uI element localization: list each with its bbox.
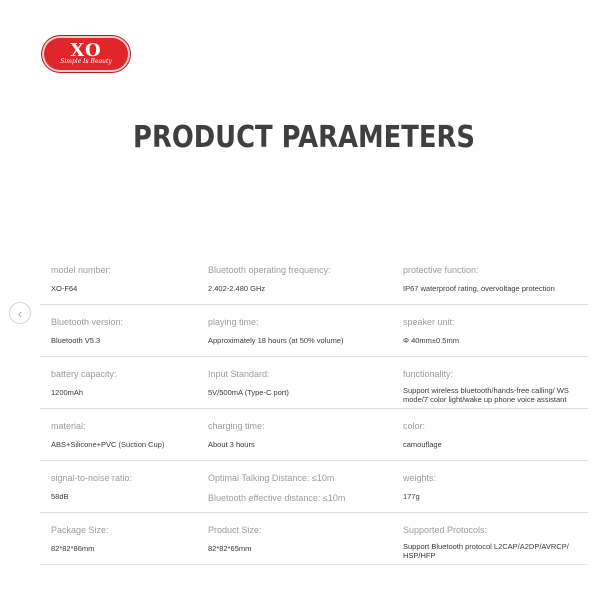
logo-text: XO [70, 40, 102, 61]
page-title: PRODUCT PARAMETERS [133, 120, 475, 155]
param-label: protective function: [403, 265, 479, 275]
param-value: Support Bluetooth protocol L2CAP/A2DP/AVRCP/ HSP/HFP [403, 542, 569, 560]
logo-tagline: Simple Is Beauty [60, 58, 112, 65]
param-value: 82*82*65mm [208, 544, 252, 553]
table-row [40, 305, 588, 357]
previous-button[interactable] [9, 302, 31, 324]
param-label: battery capacity: [51, 369, 117, 379]
param-label: functionality: [403, 369, 454, 379]
param-value: camouflage [403, 440, 442, 449]
param-label: speaker unit: [403, 317, 455, 327]
param-label: Product Size: [208, 525, 262, 535]
param-label: Bluetooth operating frequency: [208, 265, 331, 275]
param-value: 58dB [51, 492, 69, 501]
table-row [40, 513, 588, 565]
param-value: Bluetooth V5.3 [51, 336, 101, 345]
param-label: Bluetooth version: [51, 317, 124, 327]
param-label: playing time: [208, 317, 259, 327]
param-label: model number: [51, 265, 112, 275]
param-label: Package Size: [51, 525, 109, 535]
param-label: Input Standard: [208, 369, 270, 379]
param-label: color: [403, 421, 426, 431]
param-label: weights: [403, 473, 437, 483]
param-value: 2.402-2.480 GHz [208, 284, 266, 293]
param-value: IP67 waterproof rating, overvoltage protection [403, 284, 555, 293]
table-row [40, 357, 588, 409]
param-label-secondary: Bluetooth effective distance: ≤10m [208, 493, 346, 503]
param-label: Optimal Talking Distance: ≤10m [208, 473, 335, 483]
table-row [40, 461, 588, 513]
param-value: Support wireless bluetooth/hands-free calling/ WS mode/7 color light/wake up phone voice assistant [403, 386, 569, 404]
param-value: 82*82*86mm [51, 544, 95, 553]
param-value: 5V/500mA (Type-C port) [208, 388, 289, 397]
param-value: 177g [403, 492, 420, 501]
table-row [40, 409, 588, 461]
param-value: XO-F64 [51, 284, 78, 293]
chevron-left-icon: ‹ [17, 305, 23, 321]
param-label: signal-to-noise ratio: [51, 473, 133, 483]
brand-logo [42, 36, 130, 72]
param-label: charging time: [208, 421, 265, 431]
param-label: material: [51, 421, 86, 431]
parameters-table [40, 253, 588, 565]
param-value: About 3 hours [208, 440, 255, 449]
table-row [40, 253, 588, 305]
param-value: 1200mAh [51, 388, 84, 397]
param-value: Approximately 18 hours (at 50% volume) [208, 336, 344, 345]
param-value: Φ 40mm±0.5mm [403, 336, 459, 345]
param-value: ABS+Silicone+PVC (Suction Cup) [51, 440, 165, 449]
param-label: Supported Protocols: [403, 525, 488, 535]
